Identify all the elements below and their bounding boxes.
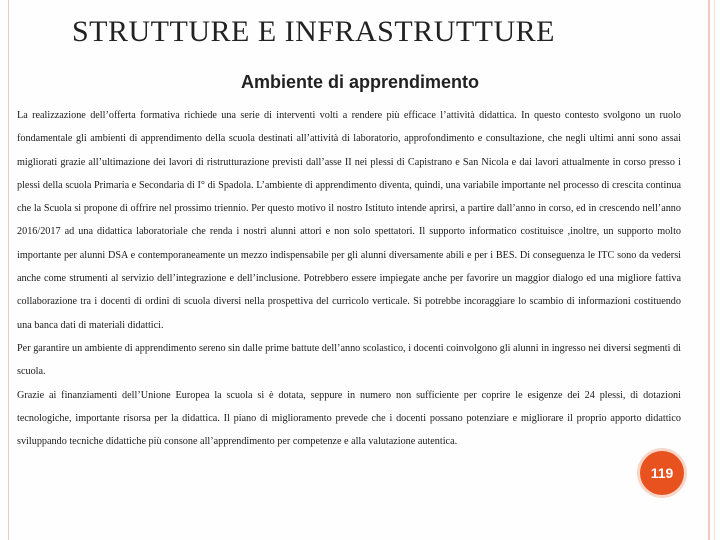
paragraph-1: La realizzazione dell’offerta formativa richiede una serie di interventi volti a rendere più efficace l’attività didattica. In questo contesto svolgono un ruolo fondamentale gli ambienti di apprendimento della scuola destinati all’attività di laboratorio, approfondimento e consultazione, che negli ultimi anni sono assai migliorati grazie all’ultimazione dei lavori di ristrutturazione previsti dall’asse II nei plessi di Capistrano e San Nicola e dai lavori attualmente in corso presso i plessi della scuola Primaria e Secondaria di I° di Spadola. L’ambiente di apprendimento diventa, quindi, una variabile importante nel processo di crescita continua che la Scuola si propone di offrire nel prossimo triennio. Per questo motivo il nostro Istituto intende aprirsi, a partire dall’anno in corso, ed in crescendo nell’anno 2016/2017 ad una didattica laboratoriale che renda i nostri alunni attori e non solo spettatori. Il supporto informatico costituisce ,inoltre, un supporto molto importante per alunni DSA e contemporaneamente un mezzo indispensabile per gli alunni diversamente abili e per i BES. Di conseguenza le ITC sono da vedersi anche come strumenti al servizio dell’integrazione e dell’inclusione. Potrebbero essere impiegate anche per favorire un maggior dialogo ed una migliore fattiva collaborazione tra i docenti di ordini di scuola diversi nella prospettiva del curricolo verticale. Si potrebbe incoraggiare lo scambio di informazioni costituendo una banca dati di materiali didattici. — [17, 110, 681, 331]
body-text — [17, 104, 681, 453]
slide-subtitle: Ambiente di apprendimento — [240, 72, 480, 92]
slide-title: STRUTTURE E INFRASTRUTTURE — [72, 15, 556, 48]
paragraph-3: Grazie ai finanziamenti dell’Unione Europea la scuola si è dotata, seppure in numero non sufficiente per coprire le esigenze dei 24 plessi, di dotazioni tecnologiche, importante risorsa per la didattica. Il piano di miglioramento prevede che i docenti possano potenziare e migliorare il proprio apporto didattico sviluppando tecniche didattiche più consone all’apprendimento per competenze e alla valutazione autentica. — [17, 389, 681, 448]
paragraph-2: Per garantire un ambiente di apprendimento sereno sin dalle prime battute dell’anno scolastico, i docenti coinvolgono gli alunni in ingresso nei diversi segmenti di scuola. — [17, 342, 681, 378]
page-number-badge — [640, 451, 684, 495]
page-number: 119 — [650, 465, 674, 481]
